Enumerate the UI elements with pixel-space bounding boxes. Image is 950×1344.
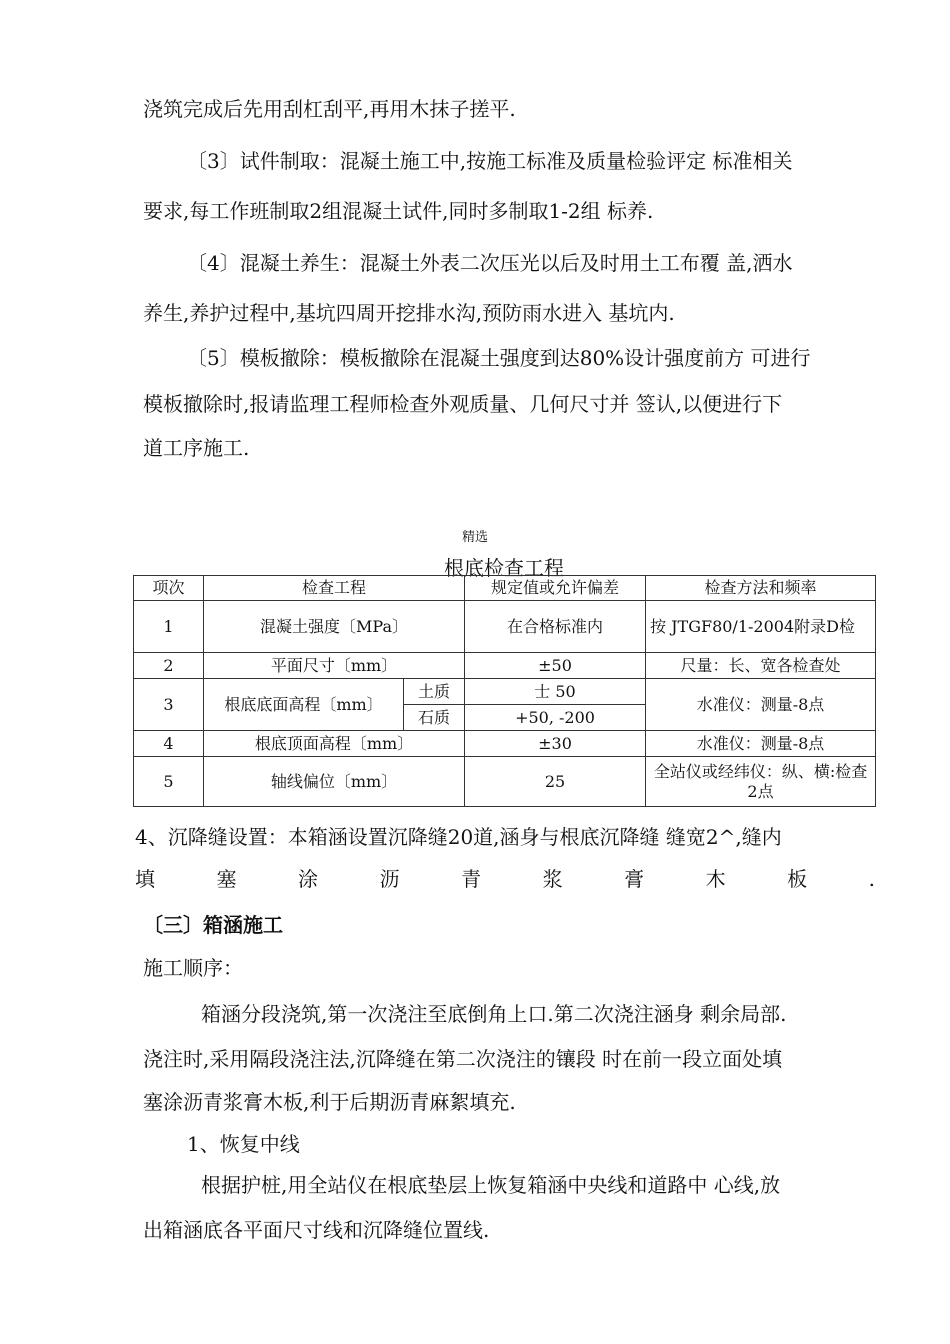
cell-value: ±50 <box>465 653 646 679</box>
paragraph-line: 塞涂沥青浆膏木板,利于后期沥青麻絮填充. <box>143 1090 516 1114</box>
cell-item: 根底顶面高程〔mm〕 <box>204 731 465 757</box>
cell-subtype: 土质 <box>404 679 465 705</box>
cell-item: 根底底面高程〔mm〕 <box>204 679 404 731</box>
justified-char: 木 <box>705 867 726 891</box>
paragraph-line: 〔5〕模板撤除：模板撤除在混凝土强度到达80%设计强度前方 可进行 <box>187 346 811 370</box>
paragraph-line: 要求,每工作班制取2组混凝土试件,同时多制取1-2组 标养. <box>143 199 654 223</box>
inspection-table <box>133 575 876 807</box>
justified-char: 浆 <box>542 867 563 891</box>
cell-value: 25 <box>465 757 646 807</box>
cell-item: 混凝土强度〔MPa〕 <box>204 601 465 653</box>
cell-no: 1 <box>134 601 204 653</box>
table-title: 根底检查工程 <box>444 556 564 580</box>
construction-order-label: 施工顺序： <box>143 956 243 980</box>
cell-value: 士 50 <box>465 679 646 705</box>
justified-char: 塞 <box>216 867 237 891</box>
cell-no: 4 <box>134 731 204 757</box>
paragraph-line: 浇筑完成后先用刮杠刮平,再用木抹子搓平. <box>143 97 516 121</box>
paragraph-line: 〔4〕混凝土养生：混凝土外表二次压光以后及时用土工布覆 盖,洒水 <box>187 251 793 275</box>
page-header-label: 精选 <box>461 530 488 545</box>
cell-method: 按 JTGF80/1-2004附录D检 <box>646 601 876 653</box>
table-row <box>134 757 876 807</box>
paragraph-line: 道工序施工. <box>143 436 250 460</box>
justified-char: 膏 <box>624 867 645 891</box>
header-cell: 检查方法和频率 <box>646 576 876 601</box>
paragraph-line: 出箱涵底各平面尺寸线和沉降缝位置线. <box>143 1218 490 1242</box>
cell-method: 尺量：长、宽各检查处 <box>646 653 876 679</box>
cell-value: 在合格标准内 <box>465 601 646 653</box>
justified-char: 填 <box>135 867 155 891</box>
justified-char: 板 <box>787 867 808 891</box>
paragraph-line: 模板撤除时,报请监理工程师检查外观质量、几何尺寸并 签认,以便进行下 <box>143 392 783 416</box>
cell-item: 平面尺寸〔mm〕 <box>204 653 465 679</box>
section-heading: 〔三〕箱涵施工 <box>143 913 283 937</box>
cell-no: 3 <box>134 679 204 731</box>
paragraph-line: 根据护桩,用全站仪在根底垫层上恢复箱涵中央线和道路中 心线,放 <box>201 1173 781 1197</box>
paragraph-line: 箱涵分段浇筑,第一次浇注至底倒角上口.第二次浇注涵身 剩余局部. <box>201 1002 787 1026</box>
cell-method: 水准仪：测量-8点 <box>646 731 876 757</box>
settlement-line-justified <box>135 866 875 892</box>
justified-char: . <box>868 867 875 891</box>
cell-method: 水准仪：测量-8点 <box>646 679 876 731</box>
cell-no: 2 <box>134 653 204 679</box>
header-cell: 检查工程 <box>204 576 465 601</box>
table-row <box>134 601 876 653</box>
cell-value: ±30 <box>465 731 646 757</box>
table-header-row <box>134 576 876 601</box>
justified-char: 沥 <box>379 867 400 891</box>
settlement-line: 4、沉降缝设置：本箱涵设置沉降缝20道,涵身与根底沉降缝 缝宽2^,缝内 <box>135 825 782 849</box>
paragraph-line: 浇注时,采用隔段浇注法,沉降缝在第二次浇注的镶段 时在前一段立面处填 <box>143 1047 783 1071</box>
cell-item: 轴线偏位〔mm〕 <box>204 757 465 807</box>
header-cell: 规定值或允许偏差 <box>465 576 646 601</box>
subsection-heading: 1、恢复中线 <box>187 1132 300 1156</box>
cell-value: +50, -200 <box>465 705 646 731</box>
paragraph-line: 〔3〕试件制取：混凝土施工中,按施工标准及质量检验评定 标准相关 <box>187 149 793 173</box>
cell-subtype: 石质 <box>404 705 465 731</box>
justified-char: 涂 <box>298 867 319 891</box>
header-cell: 项次 <box>134 576 204 601</box>
table-row <box>134 653 876 679</box>
justified-char: 青 <box>461 867 482 891</box>
cell-no: 5 <box>134 757 204 807</box>
paragraph-line: 养生,养护过程中,基坑四周开挖排水沟,预防雨水进入 基坑内. <box>143 301 675 325</box>
table-row <box>134 731 876 757</box>
cell-method: 全站仪或经纬仪：纵、横:检查2点 <box>646 757 876 807</box>
table-row <box>134 679 876 705</box>
